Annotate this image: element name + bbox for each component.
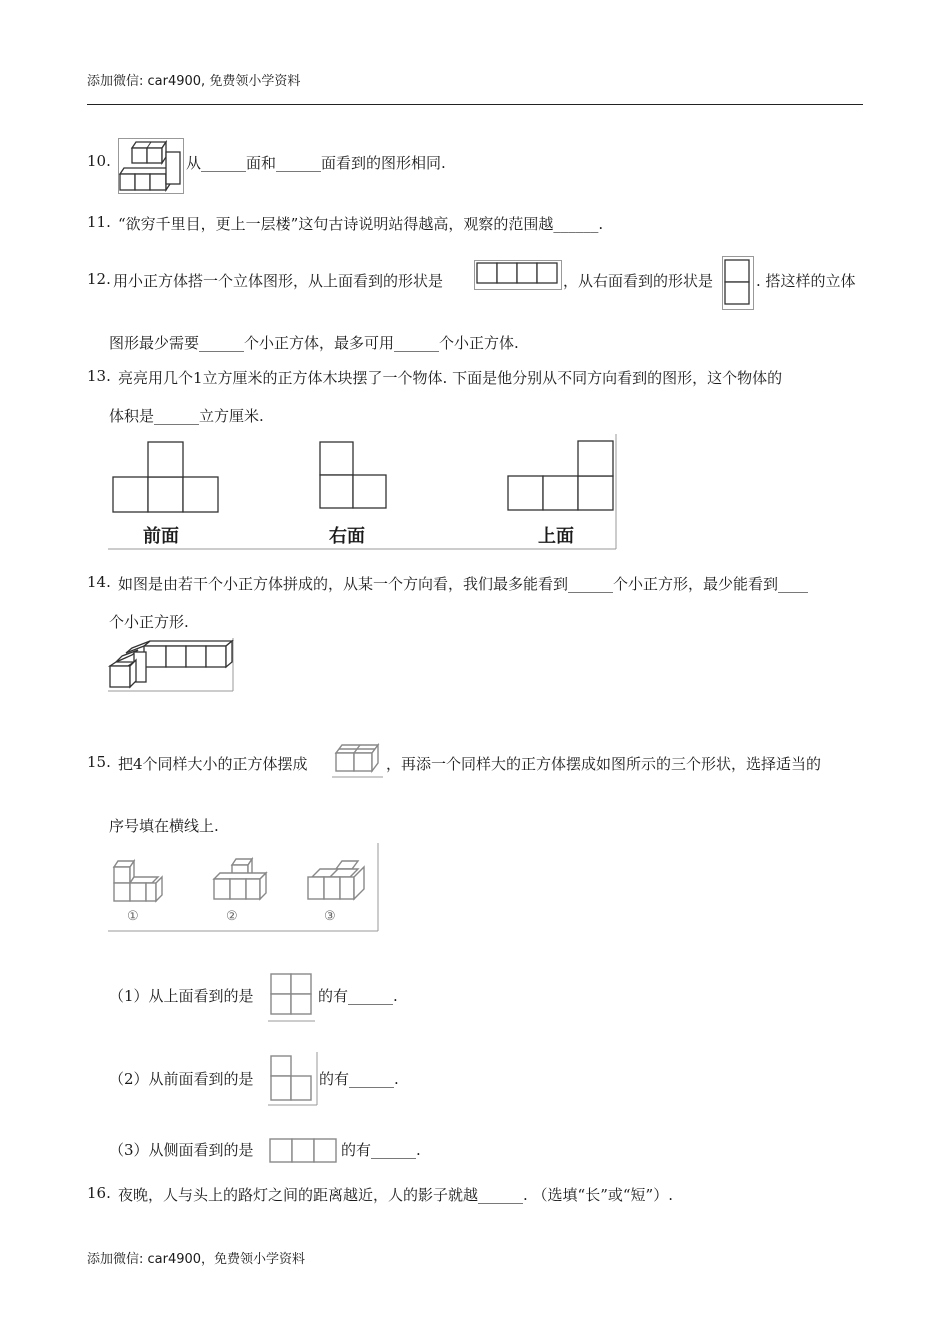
q15-sub3-text-a: （3）从侧面看到的是 (109, 1141, 254, 1159)
q13-label-right: 右面 (329, 526, 365, 547)
page-footer: 添加微信: car4900，免费领小学资料 (87, 1252, 306, 1267)
question-13-number: 13. (87, 367, 111, 385)
question-12-number: 12. (87, 270, 111, 288)
q15-shapes-figure (108, 843, 379, 932)
q10-cube-figure (118, 138, 184, 194)
question-12-text-a: 用小正方体搭一个立体图形，从上面看到的形状是 (113, 272, 444, 290)
question-15-line2: 序号填在横线上. (109, 817, 219, 835)
q15-label-1: ① (127, 909, 139, 924)
q13-label-front: 前面 (143, 526, 179, 547)
question-15-text-a: 把4个同样大小的正方体摆成 (118, 755, 308, 773)
header-divider (87, 104, 863, 105)
question-10-number: 10. (87, 152, 111, 170)
q15-sub3-figure (268, 1136, 338, 1166)
page-header: 添加微信: car4900, 免费领小学资料 (87, 74, 301, 89)
question-12-text-c: . 搭这样的立体 (756, 272, 856, 290)
question-11-number: 11. (87, 213, 111, 231)
q15-sub2-text-a: （2）从前面看到的是 (109, 1070, 254, 1088)
q13-label-top: 上面 (538, 526, 574, 547)
question-11-text: “欲穷千里目，更上一层楼”这句古诗说明站得越高，观察的范围越______. (118, 215, 604, 233)
q12-top-view-figure (474, 260, 562, 290)
q12-right-view-figure (722, 256, 754, 310)
question-12-line2: 图形最少需要______个小正方体，最多可用______个小正方体. (109, 334, 519, 352)
question-13-line2: 体积是______立方厘米. (109, 407, 264, 425)
q15-label-3: ③ (324, 909, 336, 924)
q15-sub1-text-b: 的有______. (318, 987, 398, 1005)
q15-sub3-text-b: 的有______. (341, 1141, 421, 1159)
question-14-line2: 个小正方形. (109, 613, 189, 631)
question-15-text-b: ，再添一个同样大的正方体摆成如图所示的三个形状，选择适当的 (386, 755, 822, 773)
question-16-text: 夜晚，人与头上的路灯之间的距离越近，人的影子就越______. （选填“长”或“短”）. (118, 1186, 673, 1204)
question-15-number: 15. (87, 753, 111, 771)
question-14-line1: 如图是由若干个小正方体拼成的，从某一个方向看，我们最多能看到______个小正方形，最少能看到____ (118, 575, 809, 593)
q15-label-2: ② (226, 909, 238, 924)
q15-sub1-text-a: （1）从上面看到的是 (109, 987, 254, 1005)
question-14-number: 14. (87, 573, 111, 591)
q14-cube-figure (108, 638, 234, 692)
question-10-text: 从______面和______面看到的图形相同. (186, 154, 446, 172)
q15-sub2-figure (268, 1052, 318, 1106)
question-16-number: 16. (87, 1184, 111, 1202)
q15-sub1-figure (268, 970, 316, 1022)
question-12-text-b: ，从右面看到的形状是 (563, 272, 714, 290)
q15-sub2-text-b: 的有______. (319, 1070, 399, 1088)
q15-base-figure (332, 742, 384, 778)
question-13-line1: 亮亮用几个1立方厘米的正方体木块摆了一个物体. 下面是他分别从不同方向看到的图形，这个物体的 (118, 369, 783, 387)
